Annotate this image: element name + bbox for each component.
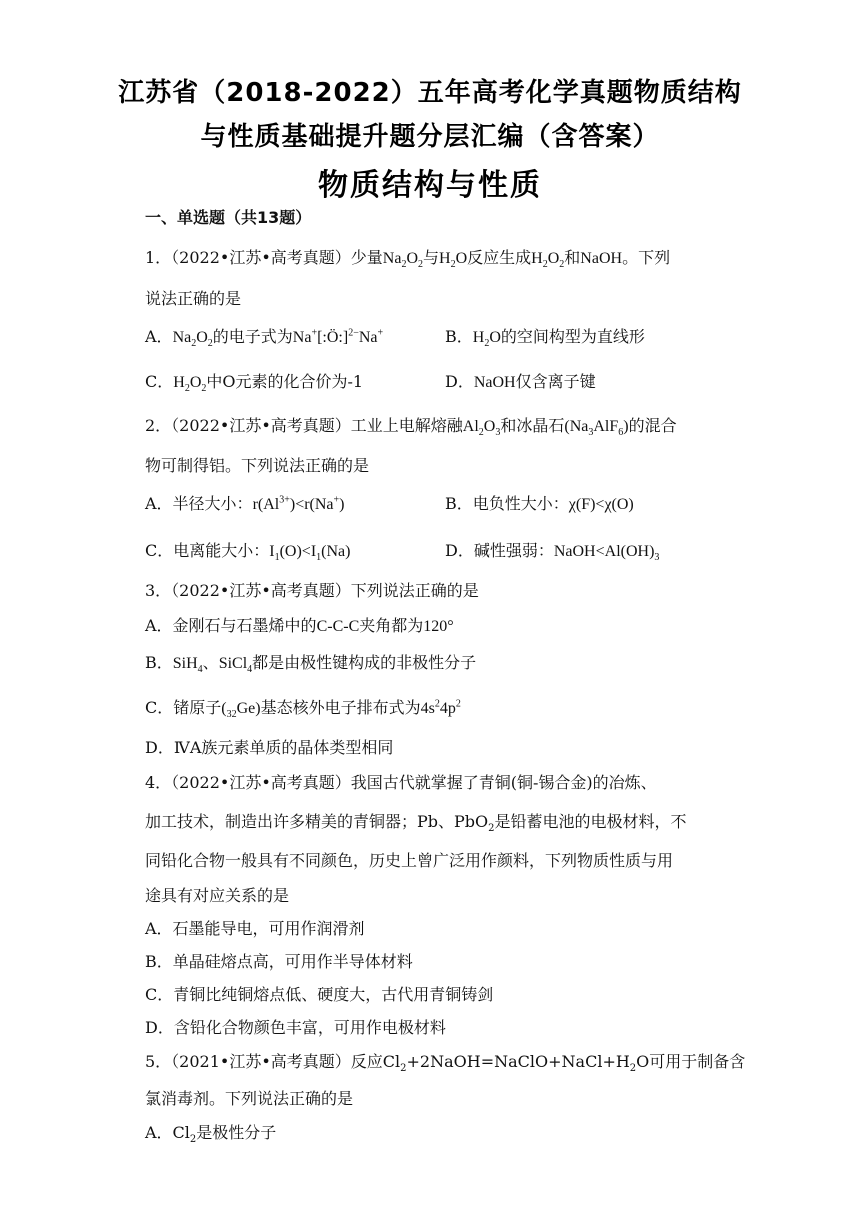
q4-stem-line1: 4．（2022•江苏•高考真题）我国古代就掌握了青铜(铜-锡合金)的冶炼、: [145, 773, 657, 792]
doc-subtitle: 物质结构与性质: [318, 168, 542, 203]
q4-stem-line2: 加工技术，制造出许多精美的青铜器；Pb、PbO$_2$是铅蓄电池的电极材料，不: [145, 812, 687, 835]
q4-option-b: B．单晶硅熔点高，可用作半导体材料: [145, 952, 413, 971]
q2-option-c: C．电离能大小：$I_1(O)<I_1(Na)$: [145, 541, 351, 564]
q3-option-b: B．SiH$_4$、SiCl$_4$都是由极性键构成的非极性分子: [145, 653, 477, 676]
q1-stem: 1．（2022•江苏•高考真题）少量$Na_2O_2$与$H_2O$反应生成$H_2O_2$和NaOH。下列: [145, 248, 671, 271]
q3-option-d: D．ⅣA族元素单质的晶体类型相同: [145, 738, 394, 757]
q5-stem-line2: 氯消毒剂。下列说法正确的是: [145, 1089, 354, 1108]
q1-option-a: A．$Na_2O_2$的电子式为Na+[:Ö:]$^{2-}$Na+: [145, 327, 384, 350]
doc-title-line2: 与性质基础提升题分层汇编（含答案）: [200, 122, 660, 152]
section-heading: 一、单选题（共13题）: [145, 208, 312, 227]
q1-option-c: C．$H_2O_2$中O元素的化合价为-1: [145, 372, 364, 395]
q3-stem: 3．（2022•江苏•高考真题）下列说法正确的是: [145, 581, 479, 600]
q4-stem-line3: 同铅化合物一般具有不同颜色，历史上曾广泛用作颜料，下列物质性质与用: [145, 851, 674, 870]
q1-option-d: D．NaOH仅含离子键: [445, 372, 596, 391]
q2-option-a: A．半径大小：$r(Al^{3+})<r(Na^+)$: [145, 494, 345, 513]
q3-option-a: A．金刚石与石墨烯中的C-C-C夹角都为120°: [145, 616, 454, 635]
q2-option-d: D．碱性强弱：$NaOH<Al(OH)_3$: [445, 541, 660, 564]
q4-stem-line4: 途具有对应关系的是: [145, 886, 290, 905]
q2-stem: 2．（2022•江苏•高考真题）工业上电解熔融$Al_2O_3$和冰晶石$(Na_3AlF_6)$的混合: [145, 416, 677, 439]
doc-title-line1: 江苏省（2018-2022）五年高考化学真题物质结构: [118, 78, 742, 108]
q4-option-a: A．石墨能导电，可用作润滑剂: [145, 919, 365, 938]
q4-option-c: C．青铜比纯铜熔点低、硬度大，古代用青铜铸剑: [145, 985, 494, 1004]
q1-option-b: B．$H_2O$的空间构型为直线形: [445, 327, 645, 350]
q4-option-d: D．含铅化合物颜色丰富，可用作电极材料: [145, 1018, 446, 1037]
q2-stem-cont: 物可制得铝。下列说法正确的是: [145, 456, 370, 475]
q5-stem-line1: 5．（2021•江苏•高考真题）反应$Cl_2+2NaOH=NaClO+NaCl+H_2O$可用于制备含: [145, 1052, 746, 1075]
q2-option-b: B．电负性大小：χ(F)<χ(O): [445, 494, 634, 513]
q1-stem-cont: 说法正确的是: [145, 289, 242, 308]
q5-option-a: A．$Cl_2$是极性分子: [145, 1123, 277, 1146]
q3-option-c: C．锗原子$(_{32}Ge)$基态核外电子排布式为$4s^24p^2$: [145, 698, 461, 721]
